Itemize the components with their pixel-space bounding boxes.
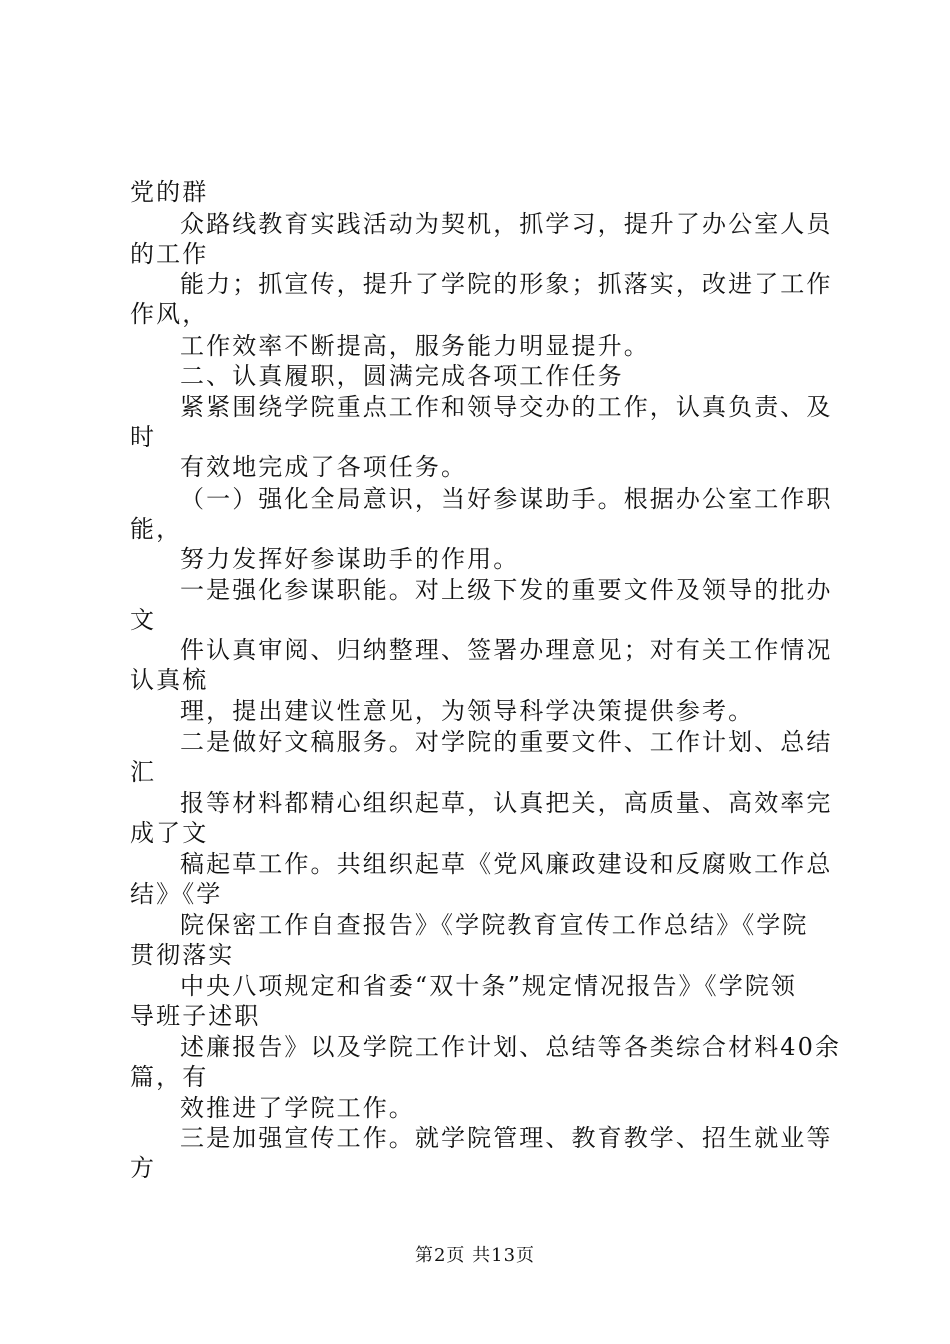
- text-line: 汇: [130, 758, 157, 786]
- text-line: 的工作: [130, 240, 209, 268]
- text-line: 方: [130, 1154, 157, 1182]
- text-line: 有效地完成了各项任务。: [180, 453, 468, 481]
- text-line: 能力；抓宣传，提升了学院的形象；抓落实，改进了工作: [180, 270, 833, 298]
- text-line: 时: [130, 423, 157, 451]
- text-line: 二是做好文稿服务。对学院的重要文件、工作计划、总结: [180, 728, 833, 756]
- text-line: 一是强化参谋职能。对上级下发的重要文件及领导的批办: [180, 576, 833, 604]
- text-line: 报等材料都精心组织起草，认真把关，高质量、高效率完: [180, 789, 833, 817]
- text-line: 院保密工作自查报告》《学院教育宣传工作总结》《学院: [180, 911, 809, 939]
- text-line: 作风，: [130, 300, 209, 328]
- section-heading: 二、认真履职，圆满完成各项工作任务: [180, 362, 624, 390]
- text-line: 效推进了学院工作。: [180, 1094, 415, 1122]
- page-number-footer: 第2页 共13页: [414, 1245, 536, 1266]
- text-line: 努力发挥好参谋助手的作用。: [180, 545, 520, 573]
- text-line: 导班子述职: [130, 1002, 261, 1030]
- text-line: 成了文: [130, 819, 209, 847]
- text-line: 三是加强宣传工作。就学院管理、教育教学、招生就业等: [180, 1124, 833, 1152]
- text-line: 工作效率不断提高，服务能力明显提升。: [180, 332, 650, 360]
- text-line: 能，: [130, 515, 183, 543]
- text-line: 述廉报告》以及学院工作计划、总结等各类综合材料40余: [180, 1033, 842, 1061]
- subsection-heading: （一）强化全局意识，当好参谋助手。根据办公室工作职: [180, 485, 833, 513]
- text-line: 文: [130, 606, 157, 634]
- text-line: 众路线教育实践活动为契机，抓学习，提升了办公室人员: [180, 210, 833, 238]
- text-line: 紧紧围绕学院重点工作和领导交办的工作，认真负责、及: [180, 393, 833, 421]
- text-line: 中央八项规定和省委“双十条”规定情况报告》《学院领: [180, 972, 798, 1000]
- text-line: 党的群: [130, 178, 209, 206]
- text-line: 稿起草工作。共组织起草《党风廉政建设和反腐败工作总: [180, 850, 833, 878]
- text-line: 认真梳: [130, 666, 209, 694]
- text-line: 理，提出建议性意见，为领导科学决策提供参考。: [180, 697, 755, 725]
- text-line: 件认真审阅、归纳整理、签署办理意见；对有关工作情况: [180, 636, 833, 664]
- text-line: 结》《学: [130, 880, 223, 908]
- text-line: 贯彻落实: [130, 941, 235, 969]
- text-line: 篇，有: [130, 1063, 209, 1091]
